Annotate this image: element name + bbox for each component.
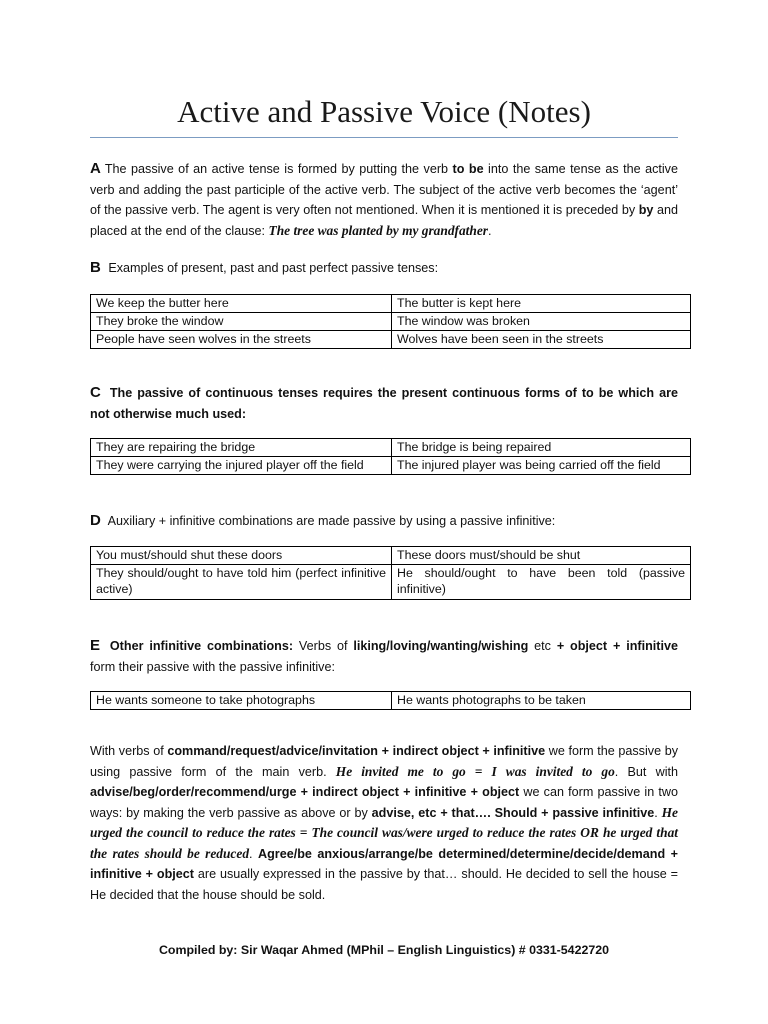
table-cell: They broke the window [91,313,392,331]
section-c-table [90,438,691,475]
section-a-text: and placed at the end of the clause: [90,203,678,238]
section-c-heading-text: The passive of continuous tenses requires the present continuous forms of to be which are not otherwise much used: [90,386,678,421]
section-e-text: etc [528,639,557,653]
table-cell: You must/should shut these doors [91,547,392,565]
section-d-heading-text: Auxiliary + infinitive combinations are made passive by using a passive infinitive: [107,514,556,528]
table-cell: He wants photographs to be taken [392,692,691,710]
table-row [91,331,691,349]
table-row [91,547,691,565]
closing-text: are usually expressed in the passive by that… should. He decided to sell the house = He decided that the house should be sold. [90,867,678,902]
section-e-text: Verbs of [293,639,354,653]
section-e-bold: liking/loving/wanting/wishing [353,639,529,653]
section-e-bold: + object + infinitive [556,639,678,653]
section-c-letter: C [90,384,101,401]
table-cell: The injured player was being carried off the field [392,457,691,475]
table-row [91,457,691,475]
section-a-example: The tree was planted by my grandfather [268,222,488,238]
closing-example: He invited me to go = I was invited to go [335,763,615,779]
closing-bold: advise, etc + that…. Should + passive infinitive [371,805,655,820]
footer-credit: Compiled by: Sir Waqar Ahmed (MPhil – English Linguistics) # 0331-5422720 [158,943,610,957]
section-b-heading-text: Examples of present, past and past perfect passive tenses: [108,261,439,275]
table-cell: People have seen wolves in the streets [91,331,392,349]
section-e-table [90,691,691,710]
table-row [91,313,691,331]
closing-bold: command/request/advice/invitation + indirect object + infinitive [167,744,546,758]
table-cell: We keep the butter here [91,295,392,313]
section-a-bold: to be [452,162,484,176]
closing-paragraph [90,741,678,905]
closing-bold: advise/beg/order/recommend/urge + indirect object + infinitive + object [90,785,520,799]
section-e-letter: E [90,637,101,654]
closing-example: He urged the council to reduce the rates = The council was/were urged to reduce the rates OR he urged that the rates should be reduced [90,804,678,861]
section-a-text: into the same tense as the active verb and adding the past participle of the active verb. The subject of the active verb becomes the ‘agent’ of the passive verb. The agent is very often not mentioned. When it is mentioned it is preceded by [90,162,678,217]
table-cell: He wants someone to take photographs [91,692,392,710]
closing-text: we can form passive in two ways: by making the verb passive as above or by [90,785,678,820]
table-row [91,295,691,313]
section-e-bold: Other infinitive combinations: [109,639,294,653]
table-cell: He should/ought to have been told (passive infinitive) [392,565,691,600]
table-row [91,565,691,600]
section-a-text: The passive of an active tense is formed by putting the verb [104,162,453,176]
table-row [91,692,691,710]
section-d-heading [90,511,678,532]
section-b-table [90,294,691,349]
table-cell: The bridge is being repaired [392,439,691,457]
table-cell: Wolves have been seen in the streets [392,331,691,349]
table-cell: They were carrying the injured player off the field [91,457,392,475]
section-a-letter: A [90,160,101,177]
closing-text: we form the passive by using passive form of the main verb. [90,744,678,779]
section-c-heading [90,383,678,424]
section-a-bold: by [638,203,654,217]
page-title: Active and Passive Voice (Notes) [177,94,591,129]
section-b-heading [90,258,678,279]
closing-bold: Agree/be anxious/arrange/be determined/determine/decide/demand + infinitive + object [90,846,678,881]
table-cell: These doors must/should be shut [392,547,691,565]
section-d-table [90,546,691,600]
section-b-letter: B [90,259,101,276]
section-e-paragraph [90,636,678,677]
closing-text: . But with [614,764,679,779]
section-d-letter: D [90,512,101,529]
closing-text: . [249,846,259,861]
section-e-text: form their passive with the passive infinitive: [90,659,335,674]
title-divider [90,137,678,138]
closing-text: . [654,805,662,820]
table-row [91,439,691,457]
table-cell: The window was broken [392,313,691,331]
table-cell: They are repairing the bridge [91,439,392,457]
section-a-paragraph [90,159,678,241]
section-a-text: . [488,223,492,238]
table-cell: The butter is kept here [392,295,691,313]
table-cell: They should/ought to have told him (perfect infinitive active) [91,565,392,600]
closing-text: With verbs of [90,744,168,758]
